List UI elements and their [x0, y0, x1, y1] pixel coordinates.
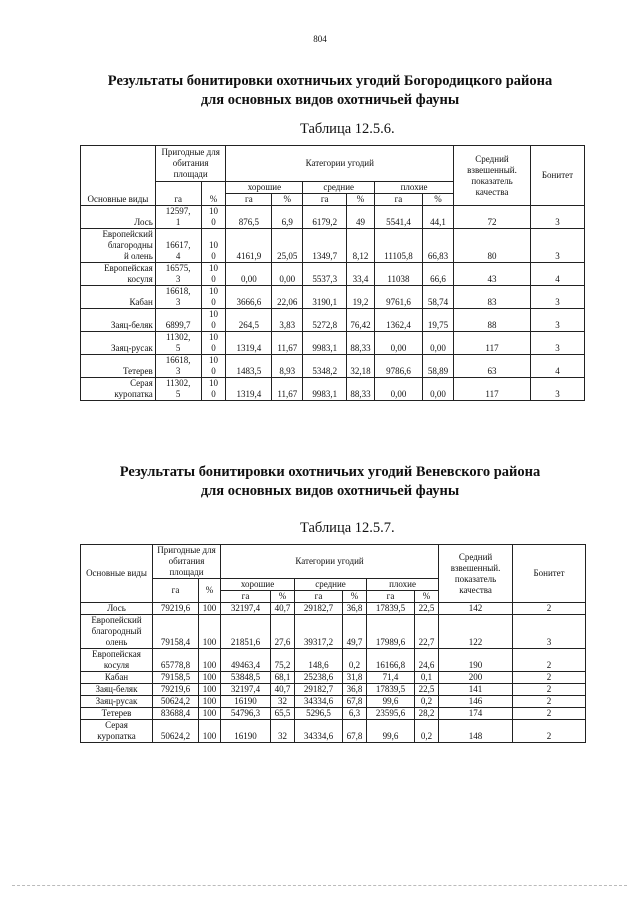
- bonitet-cell: 2: [513, 708, 586, 720]
- medium-ha-header: га: [295, 591, 343, 603]
- species-cell: [81, 206, 156, 229]
- bad-ha-header: га: [367, 591, 415, 603]
- area-ha-cell: 83688,4: [153, 708, 199, 720]
- table2-title-line1: Результаты бонитировки охотничьих угодий Веневского района: [119, 464, 541, 480]
- table2-title: [60, 463, 600, 501]
- species-cell: [81, 263, 156, 286]
- bad-pct-cell: 22,7: [415, 615, 439, 649]
- medium-ha-header: га: [303, 194, 347, 206]
- bonitet-cell: 3: [513, 615, 586, 649]
- bad-ha-cell: 11105,8: [375, 229, 423, 263]
- medium-pct-cell: 31,8: [343, 672, 367, 684]
- avg-quality-cell: 83: [454, 286, 531, 309]
- good-pct-cell: 40,7: [271, 603, 295, 615]
- table2-caption: Таблица 12.5.7.: [300, 520, 395, 536]
- medium-pct-cell: 0,2: [343, 649, 367, 672]
- table-row: [81, 286, 585, 309]
- bad-pct-cell: 0,00: [422, 378, 453, 401]
- medium-ha-cell: 148,6: [295, 649, 343, 672]
- medium-pct-header: %: [347, 194, 375, 206]
- medium-ha-cell: 5296,5: [295, 708, 343, 720]
- bad-ha-cell: 99,6: [367, 696, 415, 708]
- good-header: хорошие: [221, 579, 295, 591]
- categories-header: Категории угодий: [221, 545, 439, 579]
- bad-ha-cell: 9761,6: [375, 286, 423, 309]
- area-ha-cell-line: 3: [175, 366, 181, 376]
- area-ha-cell: 65778,8: [153, 649, 199, 672]
- good-ha-cell: 21851,6: [221, 615, 271, 649]
- good-pct-header: %: [271, 591, 295, 603]
- table-row: [81, 708, 586, 720]
- species-cell: [81, 355, 156, 378]
- table-row: [81, 355, 585, 378]
- species-cell: [81, 332, 156, 355]
- avg-quality-cell: 122: [439, 615, 513, 649]
- bad-pct-cell: 24,6: [415, 649, 439, 672]
- area-ha-cell-line: 11302,: [165, 332, 191, 342]
- bad-ha-cell: 17989,6: [367, 615, 415, 649]
- bonitet-cell: 3: [530, 309, 584, 332]
- good-pct-cell: 0,00: [272, 263, 303, 286]
- good-pct-cell: 6,9: [272, 206, 303, 229]
- medium-pct-cell: 67,8: [343, 720, 367, 743]
- area-pct-cell: [201, 229, 226, 263]
- species-cell-line: благородны: [107, 240, 153, 250]
- categories-header: Категории угодий: [226, 146, 454, 182]
- good-ha-cell: 264,5: [226, 309, 272, 332]
- bonitet-cell: 3: [530, 378, 584, 401]
- good-pct-cell: 27,6: [271, 615, 295, 649]
- table-bogoroditsky: [80, 145, 585, 401]
- avg-quality-cell: 174: [439, 708, 513, 720]
- good-ha-cell: 3666,6: [226, 286, 272, 309]
- bad-pct-cell: 28,2: [415, 708, 439, 720]
- bad-ha-cell: 16166,8: [367, 649, 415, 672]
- species-cell-line: Заяц-беляк: [110, 320, 153, 330]
- table-row: [81, 206, 585, 229]
- species-cell: [81, 696, 153, 708]
- species-cell: [81, 309, 156, 332]
- bonitet-cell: 2: [513, 684, 586, 696]
- area-pct-cell: [201, 263, 226, 286]
- species-cell-line: Европейский: [102, 229, 153, 239]
- avg-quality-cell: 141: [439, 684, 513, 696]
- bad-pct-cell: 19,75: [422, 309, 453, 332]
- species-header: Основные виды: [81, 545, 153, 603]
- area-ha-cell-line: 11302,: [165, 378, 191, 388]
- area-ha-header: га: [153, 579, 199, 603]
- bad-ha-cell: 11038: [375, 263, 423, 286]
- medium-ha-cell: 6179,2: [303, 206, 347, 229]
- medium-pct-cell: 88,33: [347, 378, 375, 401]
- bad-pct-cell: 0,1: [415, 672, 439, 684]
- species-cell: [81, 684, 153, 696]
- area-ha-cell: 79158,4: [153, 615, 199, 649]
- good-ha-cell: 1319,4: [226, 332, 272, 355]
- good-ha-cell: 1319,4: [226, 378, 272, 401]
- medium-pct-cell: 33,4: [347, 263, 375, 286]
- medium-pct-header: %: [343, 591, 367, 603]
- area-ha-cell: [155, 332, 201, 355]
- area-ha-cell-line: 4: [175, 251, 181, 261]
- good-ha-cell: 49463,4: [221, 649, 271, 672]
- bonitet-header: Бонитет: [513, 545, 586, 603]
- bad-pct-cell: 58,74: [422, 286, 453, 309]
- bad-ha-cell: 0,00: [375, 378, 423, 401]
- bad-pct-header: %: [415, 591, 439, 603]
- medium-ha-cell: 5348,2: [303, 355, 347, 378]
- good-pct-cell: 22,06: [272, 286, 303, 309]
- area-ha-cell-line: 5: [175, 389, 181, 399]
- good-pct-cell: 11,67: [272, 332, 303, 355]
- medium-ha-cell: 34334,6: [295, 720, 343, 743]
- area-pct-cell-line: 10: [209, 332, 218, 342]
- good-ha-header: га: [221, 591, 271, 603]
- species-cell: [81, 672, 153, 684]
- table2-title-line2: для основных видов охотничьей фауны: [200, 483, 460, 499]
- pct-header-gap: [201, 182, 226, 194]
- bad-pct-cell: 22,5: [415, 684, 439, 696]
- good-pct-cell: 32: [271, 696, 295, 708]
- area-ha-cell: 79158,5: [153, 672, 199, 684]
- species-cell-line: косуля: [103, 660, 130, 670]
- bad-pct-cell: 66,6: [422, 263, 453, 286]
- medium-ha-cell: 9983,1: [303, 378, 347, 401]
- good-ha-cell: 4161,9: [226, 229, 272, 263]
- good-pct-cell: 68,1: [271, 672, 295, 684]
- table-row: [81, 720, 586, 743]
- area-ha-cell: [155, 309, 201, 332]
- area-ha-cell-line: 3: [175, 297, 181, 307]
- species-cell-line: Кабан: [104, 672, 129, 682]
- area-ha-header: га: [155, 194, 201, 206]
- species-cell-line: Заяц-русак: [111, 343, 153, 353]
- table-row: [81, 332, 585, 355]
- medium-pct-cell: 76,42: [347, 309, 375, 332]
- good-ha-cell: 876,5: [226, 206, 272, 229]
- area-ha-cell: [155, 286, 201, 309]
- table-row: [81, 229, 585, 263]
- species-cell: [81, 229, 156, 263]
- species-cell-line: Заяц-беляк: [95, 684, 138, 694]
- bad-header: плохие: [367, 579, 439, 591]
- table1-title-line1: Результаты бонитировки охотничьих угодий Богородицкого района: [107, 73, 553, 89]
- good-ha-cell: 16190: [221, 696, 271, 708]
- table-row: [81, 263, 585, 286]
- good-ha-cell: 53848,5: [221, 672, 271, 684]
- species-cell-line: Лось: [134, 217, 153, 227]
- table-row: [81, 615, 586, 649]
- area-ha-cell: [155, 206, 201, 229]
- area-pct-cell-line: 10: [209, 355, 218, 365]
- suitable-area-header: Пригодные для обитания площади: [153, 545, 221, 579]
- medium-ha-cell: 3190,1: [303, 286, 347, 309]
- bad-pct-cell: 58,89: [422, 355, 453, 378]
- area-pct-cell: [201, 206, 226, 229]
- area-pct-cell: 100: [199, 720, 221, 743]
- table-row: [81, 696, 586, 708]
- suitable-area-header: Пригодные для обитания площади: [155, 146, 226, 182]
- species-header-top: [81, 146, 156, 182]
- species-cell-line: й олень: [123, 251, 153, 261]
- area-ha-cell: 50624,2: [153, 720, 199, 743]
- bad-ha-cell: 17839,5: [367, 603, 415, 615]
- area-pct-cell-line: 10: [209, 240, 218, 250]
- medium-pct-cell: 49,7: [343, 615, 367, 649]
- medium-pct-cell: 49: [347, 206, 375, 229]
- avg-quality-cell: 146: [439, 696, 513, 708]
- avg-quality-cell: 200: [439, 672, 513, 684]
- area-pct-cell-line: 0: [211, 343, 216, 353]
- area-ha-cell: [155, 355, 201, 378]
- good-header: хорошие: [226, 182, 303, 194]
- species-header: Основные виды: [81, 194, 156, 206]
- medium-pct-cell: 36,8: [343, 684, 367, 696]
- species-cell-line: олень: [105, 637, 128, 647]
- medium-header: средние: [303, 182, 375, 194]
- bonitet-cell: 4: [530, 355, 584, 378]
- avg-quality-header: Средний взвешенный. показатель качества: [454, 146, 531, 206]
- area-ha-cell-line: 16618,: [165, 355, 191, 365]
- good-pct-cell: 3,83: [272, 309, 303, 332]
- species-cell-line: Кабан: [129, 297, 153, 307]
- good-pct-cell: 65,5: [271, 708, 295, 720]
- area-pct-cell-line: 0: [211, 297, 216, 307]
- species-cell-line: благородный: [91, 626, 142, 636]
- medium-ha-cell: 5272,8: [303, 309, 347, 332]
- species-cell-line: Европейская: [92, 649, 141, 659]
- species-cell-line: Серая: [130, 378, 153, 388]
- area-pct-cell: 100: [199, 696, 221, 708]
- scan-edge-noise: [12, 885, 627, 888]
- area-ha-cell: 79219,6: [153, 603, 199, 615]
- good-pct-cell: 75,2: [271, 649, 295, 672]
- area-pct-cell-line: 10: [209, 286, 218, 296]
- species-cell-line: Серая: [105, 720, 128, 730]
- avg-quality-cell: 142: [439, 603, 513, 615]
- area-ha-cell: [155, 378, 201, 401]
- bad-pct-cell: 44,1: [422, 206, 453, 229]
- species-cell: [81, 378, 156, 401]
- medium-ha-cell: 9983,1: [303, 332, 347, 355]
- area-pct-cell: [201, 309, 226, 332]
- area-pct-cell: [201, 332, 226, 355]
- bad-pct-cell: 66,83: [422, 229, 453, 263]
- area-pct-cell: [201, 378, 226, 401]
- medium-ha-cell: 34334,6: [295, 696, 343, 708]
- table-row: [81, 649, 586, 672]
- good-ha-header: га: [226, 194, 272, 206]
- bonitet-header: Бонитет: [530, 146, 584, 206]
- good-ha-cell: 0,00: [226, 263, 272, 286]
- area-pct-cell: [201, 286, 226, 309]
- species-cell: [81, 720, 153, 743]
- species-cell-line: куропатка: [97, 731, 136, 741]
- area-pct-cell: 100: [199, 708, 221, 720]
- avg-quality-cell: 88: [454, 309, 531, 332]
- avg-quality-cell: 148: [439, 720, 513, 743]
- area-ha-cell-line: 16618,: [165, 286, 191, 296]
- species-cell-line: Европейский: [91, 615, 142, 625]
- species-cell: [81, 615, 153, 649]
- area-pct-cell-line: 0: [211, 251, 216, 261]
- good-pct-cell: 32: [271, 720, 295, 743]
- table-row: [81, 309, 585, 332]
- area-ha-cell: [155, 263, 201, 286]
- area-pct-cell: 100: [199, 603, 221, 615]
- bad-ha-cell: 9786,6: [375, 355, 423, 378]
- area-pct-cell: 100: [199, 672, 221, 684]
- area-ha-cell: 79219,6: [153, 684, 199, 696]
- table-venevsky: [80, 544, 586, 743]
- good-pct-cell: 11,67: [272, 378, 303, 401]
- table1-title-line2: для основных видов охотничьей фауны: [200, 92, 460, 108]
- avg-quality-cell: 43: [454, 263, 531, 286]
- medium-ha-cell: 29182,7: [295, 684, 343, 696]
- table1-caption: Таблица 12.5.6.: [300, 121, 395, 137]
- medium-ha-cell: 5537,3: [303, 263, 347, 286]
- table-row: [81, 603, 586, 615]
- area-ha-cell-line: 12597,: [165, 206, 191, 216]
- medium-ha-cell: 25238,6: [295, 672, 343, 684]
- species-cell: [81, 286, 156, 309]
- species-cell-line: куропатка: [114, 389, 153, 399]
- bad-ha-cell: 17839,5: [367, 684, 415, 696]
- bonitet-cell: 3: [530, 332, 584, 355]
- medium-pct-cell: 19,2: [347, 286, 375, 309]
- avg-quality-header: Средний взвешенный. показатель качества: [439, 545, 513, 603]
- medium-pct-cell: 32,18: [347, 355, 375, 378]
- bad-header: плохие: [375, 182, 454, 194]
- bad-pct-cell: 0,2: [415, 720, 439, 743]
- avg-quality-cell: 117: [454, 378, 531, 401]
- area-ha-cell-line: 3: [175, 274, 181, 284]
- bad-pct-header: %: [422, 194, 453, 206]
- bonitet-cell: 4: [530, 263, 584, 286]
- bonitet-cell: 3: [530, 229, 584, 263]
- bad-ha-cell: 99,6: [367, 720, 415, 743]
- area-pct-header: %: [199, 579, 221, 603]
- species-cell-line: Тетерев: [101, 708, 132, 718]
- good-pct-cell: 8,93: [272, 355, 303, 378]
- area-pct-cell: 100: [199, 649, 221, 672]
- bad-pct-cell: 0,2: [415, 696, 439, 708]
- bad-ha-cell: 23595,6: [367, 708, 415, 720]
- area-header-gap: [155, 182, 201, 194]
- medium-ha-cell: 1349,7: [303, 229, 347, 263]
- area-pct-cell-line: 10: [209, 263, 218, 273]
- bonitet-cell: 2: [513, 603, 586, 615]
- avg-quality-cell: 117: [454, 332, 531, 355]
- area-ha-cell: 50624,2: [153, 696, 199, 708]
- medium-pct-cell: 8,12: [347, 229, 375, 263]
- good-ha-cell: 16190: [221, 720, 271, 743]
- bonitet-cell: 2: [513, 696, 586, 708]
- species-cell-line: Европейская: [104, 263, 153, 273]
- area-pct-cell-line: 0: [211, 217, 216, 227]
- area-pct-cell-line: 0: [211, 366, 216, 376]
- bad-ha-cell: 0,00: [375, 332, 423, 355]
- bonitet-cell: 2: [513, 720, 586, 743]
- area-pct-cell-line: 10: [209, 378, 218, 388]
- area-pct-cell-line: 10: [209, 206, 218, 216]
- area-pct-header: %: [201, 194, 226, 206]
- good-ha-cell: 1483,5: [226, 355, 272, 378]
- avg-quality-cell: 190: [439, 649, 513, 672]
- species-cell-line: косуля: [127, 274, 153, 284]
- table1-title: [60, 72, 600, 110]
- table-row: [81, 684, 586, 696]
- area-pct-cell: 100: [199, 615, 221, 649]
- species-header-mid: [81, 182, 156, 194]
- medium-ha-cell: 39317,2: [295, 615, 343, 649]
- area-ha-cell-line: 1: [175, 217, 181, 227]
- good-pct-cell: 40,7: [271, 684, 295, 696]
- area-pct-cell-line: 0: [211, 320, 216, 330]
- bonitet-cell: 3: [530, 206, 584, 229]
- bad-ha-cell: 71,4: [367, 672, 415, 684]
- medium-pct-cell: 67,8: [343, 696, 367, 708]
- bonitet-cell: 3: [530, 286, 584, 309]
- area-pct-cell: 100: [199, 684, 221, 696]
- area-pct-cell-line: 0: [211, 389, 216, 399]
- good-ha-cell: 32197,4: [221, 684, 271, 696]
- medium-pct-cell: 88,33: [347, 332, 375, 355]
- good-pct-header: %: [272, 194, 303, 206]
- area-ha-cell-line: 6899,7: [165, 320, 191, 330]
- bad-ha-header: га: [375, 194, 423, 206]
- page-number: 804: [313, 34, 327, 44]
- bonitet-cell: 2: [513, 672, 586, 684]
- area-pct-cell-line: 10: [209, 309, 218, 319]
- area-ha-cell-line: 5: [175, 343, 181, 353]
- bad-ha-cell: 5541,4: [375, 206, 423, 229]
- species-cell: [81, 603, 153, 615]
- good-ha-cell: 32197,4: [221, 603, 271, 615]
- area-pct-cell: [201, 355, 226, 378]
- medium-pct-cell: 36,8: [343, 603, 367, 615]
- good-pct-cell: 25,05: [272, 229, 303, 263]
- species-cell-line: Тетерев: [122, 366, 153, 376]
- species-cell: [81, 649, 153, 672]
- bonitet-cell: 2: [513, 649, 586, 672]
- medium-header: средние: [295, 579, 367, 591]
- bad-pct-cell: 22,5: [415, 603, 439, 615]
- table-row: [81, 672, 586, 684]
- area-ha-cell-line: 16617,: [165, 240, 191, 250]
- species-cell: [81, 708, 153, 720]
- area-pct-cell-line: 0: [211, 274, 216, 284]
- bad-pct-cell: 0,00: [422, 332, 453, 355]
- avg-quality-cell: 80: [454, 229, 531, 263]
- medium-pct-cell: 6,3: [343, 708, 367, 720]
- species-cell-line: Заяц-русак: [95, 696, 138, 706]
- area-ha-cell: [155, 229, 201, 263]
- bad-ha-cell: 1362,4: [375, 309, 423, 332]
- avg-quality-cell: 63: [454, 355, 531, 378]
- avg-quality-cell: 72: [454, 206, 531, 229]
- good-ha-cell: 54796,3: [221, 708, 271, 720]
- species-cell-line: Лось: [107, 603, 126, 613]
- medium-ha-cell: 29182,7: [295, 603, 343, 615]
- table-row: [81, 378, 585, 401]
- area-ha-cell-line: 16575,: [165, 263, 191, 273]
